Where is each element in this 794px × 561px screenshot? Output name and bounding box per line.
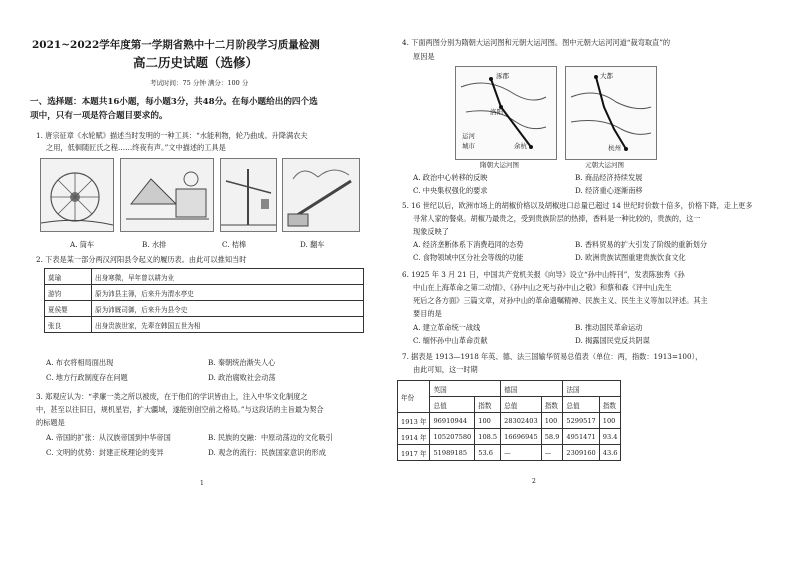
table-subheader: 指数 (599, 397, 621, 413)
table-cell: 43.6 (599, 445, 621, 461)
exam-title: 2021~2022学年度第一学期省熟中十二月阶段学习质量检测 (32, 39, 320, 51)
map2-caption: 元朝大运河图 (585, 161, 624, 169)
tool-illustration-c (220, 158, 277, 232)
q4-option-c[interactable]: C. 中央集权强化的要求 (413, 186, 488, 195)
map1-legend-canal: 运河 (462, 132, 475, 140)
q4-option-a[interactable]: A. 政治中心转移的反映 (413, 173, 488, 182)
table-cell: 出身贵族世家，先辈在韩国五世为相 (92, 317, 364, 333)
table-cell: 51989185 (430, 445, 475, 461)
map2-label-hangzhou: 杭州 (608, 144, 621, 152)
table-cell: 16696945 (501, 429, 542, 445)
q2-option-a[interactable]: A. 布衣将相局面出现 (46, 358, 114, 367)
map1-caption: 隋朝大运河图 (480, 161, 519, 169)
q7-stem-line2: 由此可知，这一时期 (413, 365, 478, 374)
table-row (45, 301, 364, 317)
table-row (398, 397, 621, 413)
q5-stem-line1: 5. 16 世纪以后，欧洲市场上的胡椒价格以及胡椒进口总量已超过 14 世纪时价数十倍多，价格下降，走上更多 (402, 201, 753, 210)
q3-stem-line2: 中，甚至以往旧日，规机星岩，扩大疆域，遂能别创空前之格局。”与这段话的主旨最为契合 (36, 405, 324, 414)
q3-option-a[interactable]: A. 帝国的扩张：从汉族帝国到中华帝国 (46, 433, 171, 442)
table-cell: 100 (541, 413, 563, 429)
section-heading-line2: 项中，只有一项是符合题目要求的。 (30, 111, 168, 121)
table-cell: 93.4 (599, 429, 621, 445)
table-row (45, 285, 364, 301)
table-subheader: 总值 (430, 397, 475, 413)
q4-stem-line2: 原因是 (413, 52, 435, 61)
q1-stem-line2: 之用，低徊随匠氏之程……终夜有声。”文中描述的工具是 (46, 143, 226, 152)
table-cell: 53.6 (475, 445, 501, 461)
table-cell: 1913 年 (398, 413, 430, 429)
q6-stem-line2: 中山在上海革命之第二动情》、《孙中山之死与孙中山之敬》和蔡和森《评中山先生 (413, 283, 672, 292)
q3-option-b[interactable]: B. 民族的交融：中原动荡边的文化吸引 (208, 433, 333, 442)
q1-option-b[interactable]: B. 水排 (142, 240, 167, 249)
q7-trade-table (397, 380, 621, 461)
table-row (398, 413, 621, 429)
table-cell: — (541, 445, 563, 461)
table-row (398, 445, 621, 461)
q5-option-d[interactable]: D. 欧洲贵族试图重建贵族饮食文化 (575, 253, 686, 262)
q5-stem-line3: 现象反映了 (413, 227, 449, 236)
table-cell: 58.9 (541, 429, 563, 445)
table-cell: 张良 (45, 317, 92, 333)
q2-stem: 2. 下表是某一部分两汉河阳县令起义的履历表。由此可以推知当时 (36, 255, 247, 264)
table-cell: 1917 年 (398, 445, 430, 461)
exam-subtitle: 高二历史试题（选修） (133, 55, 259, 70)
q5-stem-line2: 寻常人家的餐桌。胡椒乃最贵之，受到贵族阶层的热捧，香料是一种比较的，贵族的，这一 (413, 214, 701, 223)
q6-stem-line4: 要目的是 (413, 309, 442, 318)
table-row (398, 381, 621, 397)
tool-illustration-d (282, 158, 360, 232)
table-cell: 莫瑜 (45, 269, 92, 285)
exam-meta: 考试时间：75 分钟 满分：100 分 (150, 79, 249, 87)
table-subheader: 指数 (475, 397, 501, 413)
table-cell: 4951471 (563, 429, 599, 445)
table-header-year: 年份 (398, 381, 430, 413)
table-row (45, 269, 364, 285)
q4-option-d[interactable]: D. 经济重心逐渐南移 (575, 186, 643, 195)
table-cell: 105207580 (430, 429, 475, 445)
q4-stem-line1: 4. 下面两图分别为隋朝大运河图和元朝大运河图。图中元朝大运河河道“裁弯取直”的 (402, 38, 671, 47)
q2-table (44, 268, 364, 333)
q1-stem-line1: 1. 唐宗征章《水轮赋》描述当时发明的一种工具：“水能利物，轮乃曲成。升降满农夫 (36, 131, 308, 140)
q6-option-b[interactable]: B. 推动国民革命运动 (575, 323, 643, 332)
map1-label-yuhang: 余杭 (514, 142, 527, 150)
map2-label-dadu: 大都 (600, 72, 613, 80)
map-yuan-canal (565, 66, 657, 160)
table-row (398, 429, 621, 445)
table-cell: 96910944 (430, 413, 475, 429)
table-cell: 28302403 (501, 413, 542, 429)
q7-stem-line1: 7. 据表是 1913—1918 年英、德、法三国输华贸易总值表（单位：两，指数：1913=100）， (402, 352, 703, 361)
tool-illustration-a (40, 158, 114, 232)
map1-label-luoyang: 洛阳 (490, 108, 503, 116)
table-header-country: 英国 (430, 381, 501, 397)
table-cell: 100 (475, 413, 501, 429)
table-row (45, 317, 364, 333)
page-number: 1 (200, 480, 204, 487)
table-cell: 夏侯婴 (45, 301, 92, 317)
q3-stem-line1: 3. 郑观应认为：“孝廉一类之所以被废，在于他们的学识皆由上，注入中华文化制度之 (36, 392, 308, 401)
tool-illustration-b (120, 158, 214, 232)
q6-stem-line1: 6. 1925 年 3 月 21 日，中国共产党机关报《向导》设立“孙中山特刊”，发表陈独秀《孙 (402, 270, 685, 279)
q5-option-a[interactable]: A. 经济垄断体系下消费趋同的态势 (413, 240, 524, 249)
table-cell: 2309160 (563, 445, 599, 461)
map-sui-canal (455, 66, 557, 160)
section-heading-line1: 一、选择题：本题共16小题，每小题3分，共48分。在每小题给出的四个选 (30, 97, 318, 107)
table-cell: 原为沛厩司御，后来升为县令史 (92, 301, 364, 317)
q6-option-c[interactable]: C. 缅怀孙中山革命贡献 (413, 336, 488, 345)
table-header-country: 德国 (501, 381, 563, 397)
table-subheader: 总值 (501, 397, 542, 413)
table-cell: 100 (599, 413, 621, 429)
table-cell: 游钧 (45, 285, 92, 301)
map1-legend-city: 城市 (462, 142, 475, 150)
q2-option-d[interactable]: D. 政治腐败社会动荡 (208, 373, 276, 382)
table-subheader: 指数 (541, 397, 563, 413)
right-page (397, 0, 794, 561)
q5-option-c[interactable]: C. 食物领域中区分社会等级的功能 (413, 253, 524, 262)
q6-option-a[interactable]: A. 建立革命统一战线 (413, 323, 481, 332)
q3-option-d[interactable]: D. 观念的流行：民族国家意识的形成 (208, 448, 326, 457)
q1-option-c[interactable]: C. 桔槔 (222, 240, 247, 249)
q6-option-d[interactable]: D. 揭露国民党反共阴谋 (575, 336, 650, 345)
table-cell: — (501, 445, 542, 461)
table-subheader: 总值 (563, 397, 599, 413)
q2-option-c[interactable]: C. 地方行政制度存在问题 (46, 373, 128, 382)
map1-label-zhuojun: 涿郡 (496, 72, 509, 80)
table-header-country: 法国 (563, 381, 621, 397)
table-cell: 1914 年 (398, 429, 430, 445)
q1-option-a[interactable]: A. 筒车 (70, 240, 95, 249)
q3-stem-line3: 的标题是 (36, 418, 65, 427)
q1-option-d[interactable]: D. 翻车 (300, 240, 325, 249)
table-cell: 出身寒微，早年曾以耕为业 (92, 269, 364, 285)
q3-option-c[interactable]: C. 文明的优势：封建正统理论的变异 (46, 448, 164, 457)
q2-option-b[interactable]: B. 秦朝统治渐失人心 (208, 358, 276, 367)
table-cell: 108.5 (475, 429, 501, 445)
q4-option-b[interactable]: B. 商品经济持续发展 (575, 173, 643, 182)
q6-stem-line3: 死后之各方面》三篇文章，对孙中山的革命遗嘱精神、民族主义、民生主义等加以评述。其主 (413, 296, 708, 305)
page-number: 2 (532, 478, 536, 485)
q5-option-b[interactable]: B. 香料贸易的扩大引发了阶级的重新划分 (575, 240, 708, 249)
table-cell: 原为沛县主簿，后来升为渭水亭史 (92, 285, 364, 301)
table-cell: 5299517 (563, 413, 599, 429)
